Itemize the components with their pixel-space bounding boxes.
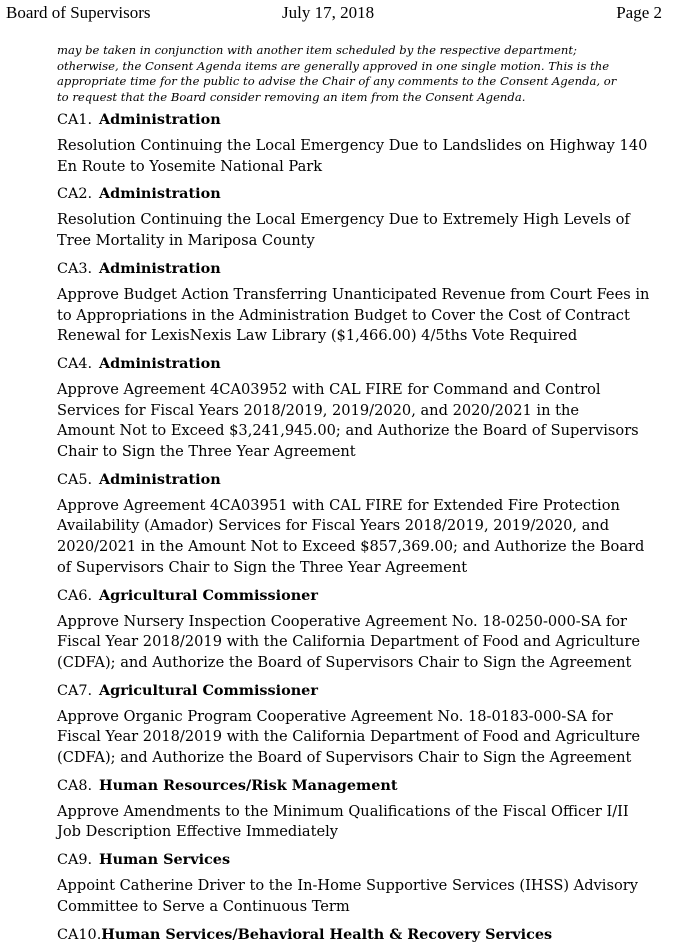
agenda-item-department: Administration	[99, 111, 221, 128]
description-line: Approve Agreement 4CA03951 with CAL FIRE for Extended Fire Protection	[57, 496, 620, 514]
description-line: Approve Amendments to the Minimum Qualifications of the Fiscal Officer I/II	[57, 802, 629, 820]
agenda-item-heading	[57, 776, 667, 796]
agenda-item-description	[57, 285, 667, 347]
agenda-item-number: CA6.	[57, 587, 93, 604]
agenda-item-description	[57, 802, 667, 843]
consent-agenda-items	[57, 110, 667, 952]
agenda-item-description	[57, 876, 667, 917]
agenda-item-heading	[57, 354, 667, 374]
agenda-item-department: Agricultural Commissioner	[99, 586, 318, 604]
agenda-item-department: Agricultural Commissioner	[99, 681, 318, 699]
description-line: Approve Agreement 4CA03952 with CAL FIRE for Command and Control	[57, 380, 601, 398]
agenda-item-department: Administration	[99, 259, 221, 277]
description-line: En Route to Yosemite National Park	[57, 157, 323, 175]
description-line: to Appropriations in the Administration Budget to Cover the Cost of Contract	[57, 306, 630, 324]
agenda-item-description	[57, 612, 667, 674]
description-line: Renewal for LexisNexis Law Library ($1,466.00) 4/5ths Vote Required	[57, 327, 578, 345]
agenda-item-description	[57, 496, 667, 579]
agenda-item-number: CA2.	[57, 186, 93, 203]
agenda-item-number: CA3.	[57, 260, 93, 277]
agenda-item-heading	[57, 586, 667, 606]
agenda-item-department: Administration	[99, 354, 221, 372]
description-line: Amount Not to Exceed $3,241,945.00; and Authorize the Board of Supervisors	[57, 422, 639, 440]
agenda-item-ca6	[57, 586, 667, 674]
agenda-item-number: CA5.	[57, 471, 93, 488]
description-line: Chair to Sign the Three Year Agreement	[57, 443, 356, 461]
header-date: July 17, 2018	[282, 3, 375, 22]
agenda-item-department: Human Services	[99, 851, 231, 869]
intro-line: to request that the Board consider removing an item from the Consent Agenda.	[57, 89, 526, 104]
agenda-item-ca2	[57, 184, 667, 251]
description-line: Approve Organic Program Cooperative Agreement No. 18-0183-000-SA for	[57, 707, 613, 725]
agenda-item-heading	[57, 110, 667, 130]
description-line: Appoint Catherine Driver to the In-Home Supportive Services (IHSS) Advisory	[57, 877, 638, 895]
agenda-item-ca1	[57, 110, 667, 177]
description-line: Job Description Effective Immediately	[57, 823, 339, 841]
agenda-item-ca3	[57, 259, 667, 347]
agenda-item-heading	[57, 470, 667, 490]
page-header	[0, 3, 680, 25]
description-line: Tree Mortality in Mariposa County	[57, 232, 315, 250]
description-line: Resolution Continuing the Local Emergency Due to Landslides on Highway 140	[57, 137, 648, 154]
agenda-item-number: CA9.	[57, 852, 93, 869]
agenda-item-heading	[57, 681, 667, 701]
agenda-item-ca7	[57, 681, 667, 769]
agenda-item-heading	[57, 850, 667, 870]
description-line: (CDFA); and Authorize the Board of Supervisors Chair to Sign the Agreement	[57, 653, 632, 671]
agenda-item-description	[57, 380, 667, 463]
description-line: 2020/2021 in the Amount Not to Exceed $857,369.00; and Authorize the Board	[57, 538, 645, 556]
intro-line: otherwise, the Consent Agenda items are generally approved in one single motion. This is the	[57, 58, 610, 73]
intro-line: appropriate time for the public to advise the Chair of any comments to the Consent Agenda, or	[57, 74, 617, 89]
description-line: (CDFA); and Authorize the Board of Supervisors Chair to Sign the Agreement	[57, 749, 632, 767]
agenda-item-number: CA10.	[57, 926, 102, 943]
description-line: Services for Fiscal Years 2018/2019, 2019/2020, and 2020/2021 in the	[57, 401, 580, 419]
description-line: Availability (Amador) Services for Fiscal Years 2018/2019, 2019/2020, and	[57, 517, 610, 535]
description-line: Approve Budget Action Transferring Unanticipated Revenue from Court Fees in	[57, 285, 650, 303]
agenda-item-description	[57, 136, 667, 177]
agenda-item-department: Human Resources/Risk Management	[99, 776, 398, 794]
description-line: Resolution Continuing the Local Emergency Due to Extremely High Levels of	[57, 211, 630, 229]
description-line: Committee to Serve a Continuous Term	[57, 897, 350, 915]
agenda-item-description	[57, 210, 667, 251]
agenda-item-ca4	[57, 354, 667, 463]
description-line: Fiscal Year 2018/2019 with the California Department of Food and Agriculture	[57, 728, 641, 746]
agenda-item-number: CA8.	[57, 777, 93, 794]
header-board-name: Board of Supervisors	[6, 3, 151, 22]
agenda-item-department: Administration	[99, 470, 221, 488]
agenda-item-ca5	[57, 470, 667, 579]
description-line: Fiscal Year 2018/2019 with the California Department of Food and Agriculture	[57, 633, 641, 651]
agenda-item-heading	[57, 925, 667, 945]
header-page-number: Page 2	[616, 3, 662, 22]
intro-line: may be taken in conjunction with another item scheduled by the respective department;	[57, 43, 577, 57]
agenda-item-number: CA1.	[57, 112, 93, 128]
description-line: of Supervisors Chair to Sign the Three Year Agreement	[57, 558, 468, 576]
agenda-item-number: CA4.	[57, 355, 93, 372]
agenda-item-description	[57, 707, 667, 769]
agenda-item-ca8	[57, 776, 667, 843]
agenda-item-ca9	[57, 850, 667, 917]
agenda-item-department: Administration	[99, 185, 221, 203]
agenda-item-ca10	[57, 925, 667, 945]
agenda-item-heading	[57, 184, 667, 204]
consent-agenda-intro	[57, 43, 667, 105]
agenda-item-heading	[57, 259, 667, 279]
agenda-item-department: Human Services/Behavioral Health & Recovery Services	[101, 925, 553, 943]
agenda-item-number: CA7.	[57, 682, 93, 699]
description-line: Approve Nursery Inspection Cooperative Agreement No. 18-0250-000-SA for	[57, 612, 628, 630]
